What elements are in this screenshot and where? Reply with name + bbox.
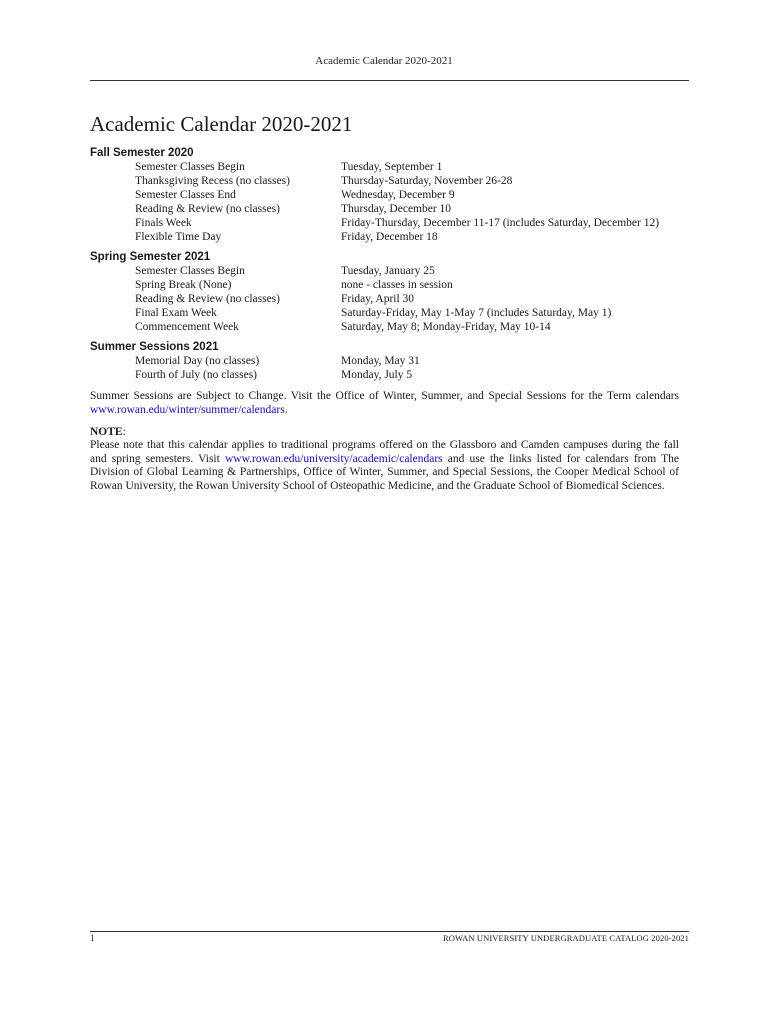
footer-divider [90, 931, 689, 932]
header-divider [90, 80, 689, 81]
event-date: Monday, July 5 [341, 369, 413, 381]
event-date: Friday-Thursday, December 11-17 (includes Saturday, December 12) [341, 217, 660, 229]
event-date: Tuesday, September 1 [341, 161, 443, 173]
summer-note-suffix: . [284, 403, 288, 416]
running-head: Academic Calendar 2020-2021 [315, 55, 453, 67]
page-number: 1 [90, 933, 95, 943]
calendar-rows [90, 354, 679, 382]
calendar-row [90, 160, 679, 174]
calendar-rows [90, 160, 679, 244]
calendar-row [90, 292, 679, 306]
event-name: Memorial Day (no classes) [135, 355, 260, 367]
calendar-rows [90, 264, 679, 334]
event-date: none - classes in session [341, 279, 453, 291]
page-title: Academic Calendar 2020-2021 [90, 112, 353, 136]
calendar-row [90, 354, 679, 368]
section-heading: Spring Semester 2021 [90, 251, 211, 263]
event-date: Thursday-Saturday, November 26-28 [341, 175, 513, 187]
event-name: Reading & Review (no classes) [135, 203, 280, 215]
note-text-before: Please note that this calendar applies to traditional programs offered on the Glassboro and Camden campuses during the fall and spring semesters. Visit [90, 439, 679, 465]
event-name: Fourth of July (no classes) [135, 369, 258, 381]
calendar-row [90, 202, 679, 216]
event-name: Finals Week [135, 217, 192, 229]
event-name: Reading & Review (no classes) [135, 293, 280, 305]
fall-semester-section [90, 146, 679, 244]
event-date: Friday, April 30 [341, 293, 415, 305]
note-label [90, 425, 679, 439]
page-content [90, 112, 679, 493]
event-name: Flexible Time Day [135, 231, 222, 243]
note-label-suffix: : [122, 426, 126, 438]
calendar-row [90, 306, 679, 320]
note-text-after: and use the links listed for calendars from The Division of Global Learning & Partnerships, Office of Winter, Summer, and Special Sessions, the Cooper Medical School of Rowan University, the Rowan University School of Osteopathic Medicine, and the Graduate School of Biomedical Sciences. [90, 452, 679, 492]
calendar-row [90, 174, 679, 188]
event-date: Monday, May 31 [341, 355, 420, 367]
note-label-text: NOTE [90, 426, 123, 438]
event-name: Semester Classes End [135, 189, 236, 201]
section-heading: Summer Sessions 2021 [90, 341, 219, 353]
summer-sessions-note [90, 390, 679, 417]
section-heading: Fall Semester 2020 [90, 147, 194, 159]
event-date: Saturday, May 8; Monday-Friday, May 10-14 [341, 321, 551, 333]
summer-sessions-section [90, 340, 679, 382]
event-date: Friday, December 18 [341, 231, 438, 243]
spring-semester-section [90, 250, 679, 334]
calendar-row [90, 230, 679, 244]
note-body [90, 439, 679, 493]
calendar-row [90, 320, 679, 334]
footer-catalog-title: ROWAN UNIVERSITY UNDERGRADUATE CATALOG 2020-2021 [442, 933, 689, 943]
calendar-row [90, 264, 679, 278]
summer-calendars-link[interactable]: www.rowan.edu/winter/summer/calendars [90, 403, 285, 416]
summer-note-text: Summer Sessions are Subject to Change. Visit the Office of Winter, Summer, and Special Sessions for the Term calendars [90, 390, 679, 402]
event-name: Spring Break (None) [135, 279, 232, 291]
event-date: Tuesday, January 25 [341, 265, 435, 277]
event-date: Saturday-Friday, May 1-May 7 (includes Saturday, May 1) [341, 307, 612, 319]
calendar-row [90, 368, 679, 382]
calendar-row [90, 188, 679, 202]
event-name: Final Exam Week [135, 307, 217, 319]
academic-calendars-link[interactable]: www.rowan.edu/university/academic/calendars [224, 452, 443, 465]
event-name: Thanksgiving Recess (no classes) [135, 175, 290, 187]
calendar-row [90, 278, 679, 292]
event-date: Wednesday, December 9 [341, 189, 455, 201]
event-date: Thursday, December 10 [341, 203, 452, 215]
event-name: Semester Classes Begin [135, 265, 245, 277]
event-name: Commencement Week [135, 321, 239, 333]
calendar-row [90, 216, 679, 230]
event-name: Semester Classes Begin [135, 161, 245, 173]
